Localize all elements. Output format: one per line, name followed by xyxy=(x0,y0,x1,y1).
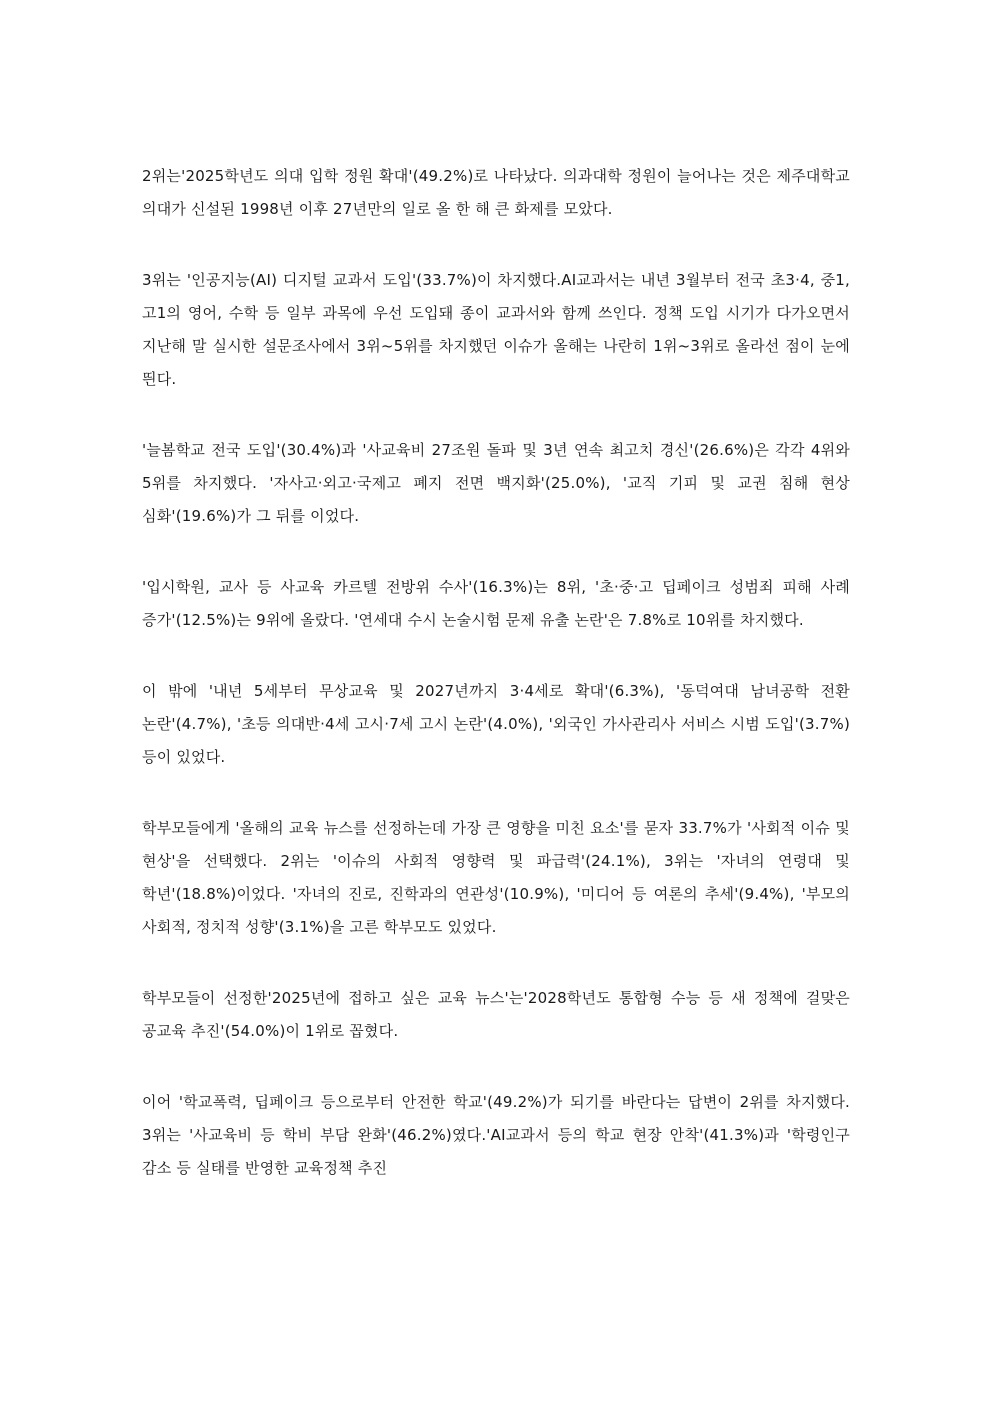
paragraph-rank-4-5: '늘봄학교 전국 도입'(30.4%)과 '사교육비 27조원 돌파 및 3년 연속 최고치 경신'(26.6%)은 각각 4위와 5위를 차지했다. '자사고·외고·국제고 폐지 전면 백지화'(25.0%), '교직 기피 및 교권 침해 현상 심화'(19.6%)가 그 뒤를 이었다. xyxy=(142,441,850,525)
paragraph-2025-wish-news: 학부모들이 선정한'2025년에 접하고 싶은 교육 뉴스'는'2028학년도 통합형 수능 등 새 정책에 걸맞은 공교육 추진'(54.0%)이 1위로 꼽혔다. xyxy=(142,989,850,1040)
paragraph-selection-factors: 학부모들에게 '올해의 교육 뉴스를 선정하는데 가장 큰 영향을 미친 요소'를 묻자 33.7%가 '사회적 이슈 및 현상'을 선택했다. 2위는 '이슈의 사회적 영향력 및 파급력'(24.1%), 3위는 '자녀의 연령대 및 학년'(18.8%)이었다. '자녀의 진로, 진학과의 연관성'(10.9%), '미디어 등 여론의 추세'(9.4%), '부모의 사회적, 정치적 성향'(3.1%)을 고른 학부모도 있었다. xyxy=(142,819,850,936)
paragraph-other-news: 이 밖에 '내년 5세부터 무상교육 및 2027년까지 3·4세로 확대'(6.3%), '동덕여대 남녀공학 전환 논란'(4.7%), '초등 의대반·4세 고시·7세 고시 논란'(4.0%), '외국인 가사관리사 서비스 시범 도입'(3.7%) 등이 있었다. xyxy=(142,682,850,766)
paragraph-rank-8-10: '입시학원, 교사 등 사교육 카르텔 전방위 수사'(16.3%)는 8위, '초·중·고 딥페이크 성범죄 피해 사례 증가'(12.5%)는 9위에 올랐다. '연세대 수시 논술시험 문제 유출 논란'은 7.8%로 10위를 차지했다. xyxy=(142,578,850,629)
paragraph-wish-ranking: 이어 '학교폭력, 딥페이크 등으로부터 안전한 학교'(49.2%)가 되기를 바란다는 답변이 2위를 차지했다. 3위는 '사교육비 등 학비 부담 완화'(46.2%)였다.'AI교과서 등의 학교 현장 안착'(41.3%)과 '학령인구 감소 등 실태를 반영한 교육정책 추진 xyxy=(142,1093,850,1177)
paragraph-rank-3: 3위는 '인공지능(AI) 디지털 교과서 도입'(33.7%)이 차지했다.AI교과서는 내년 3월부터 전국 초3·4, 중1, 고1의 영어, 수학 등 일부 과목에 우선 도입돼 종이 교과서와 함께 쓰인다. 정책 도입 시기가 다가오면서 지난해 말 실시한 설문조사에서 3위~5위를 차지했던 이슈가 올해는 나란히 1위~3위로 올라선 점이 눈에 띈다. xyxy=(142,271,850,388)
paragraph-rank-2: 2위는'2025학년도 의대 입학 정원 확대'(49.2%)로 나타났다. 의과대학 정원이 늘어나는 것은 제주대학교 의대가 신설된 1998년 이후 27년만의 일로 올 한 해 큰 화제를 모았다. xyxy=(142,167,850,218)
document-body xyxy=(142,160,850,1185)
